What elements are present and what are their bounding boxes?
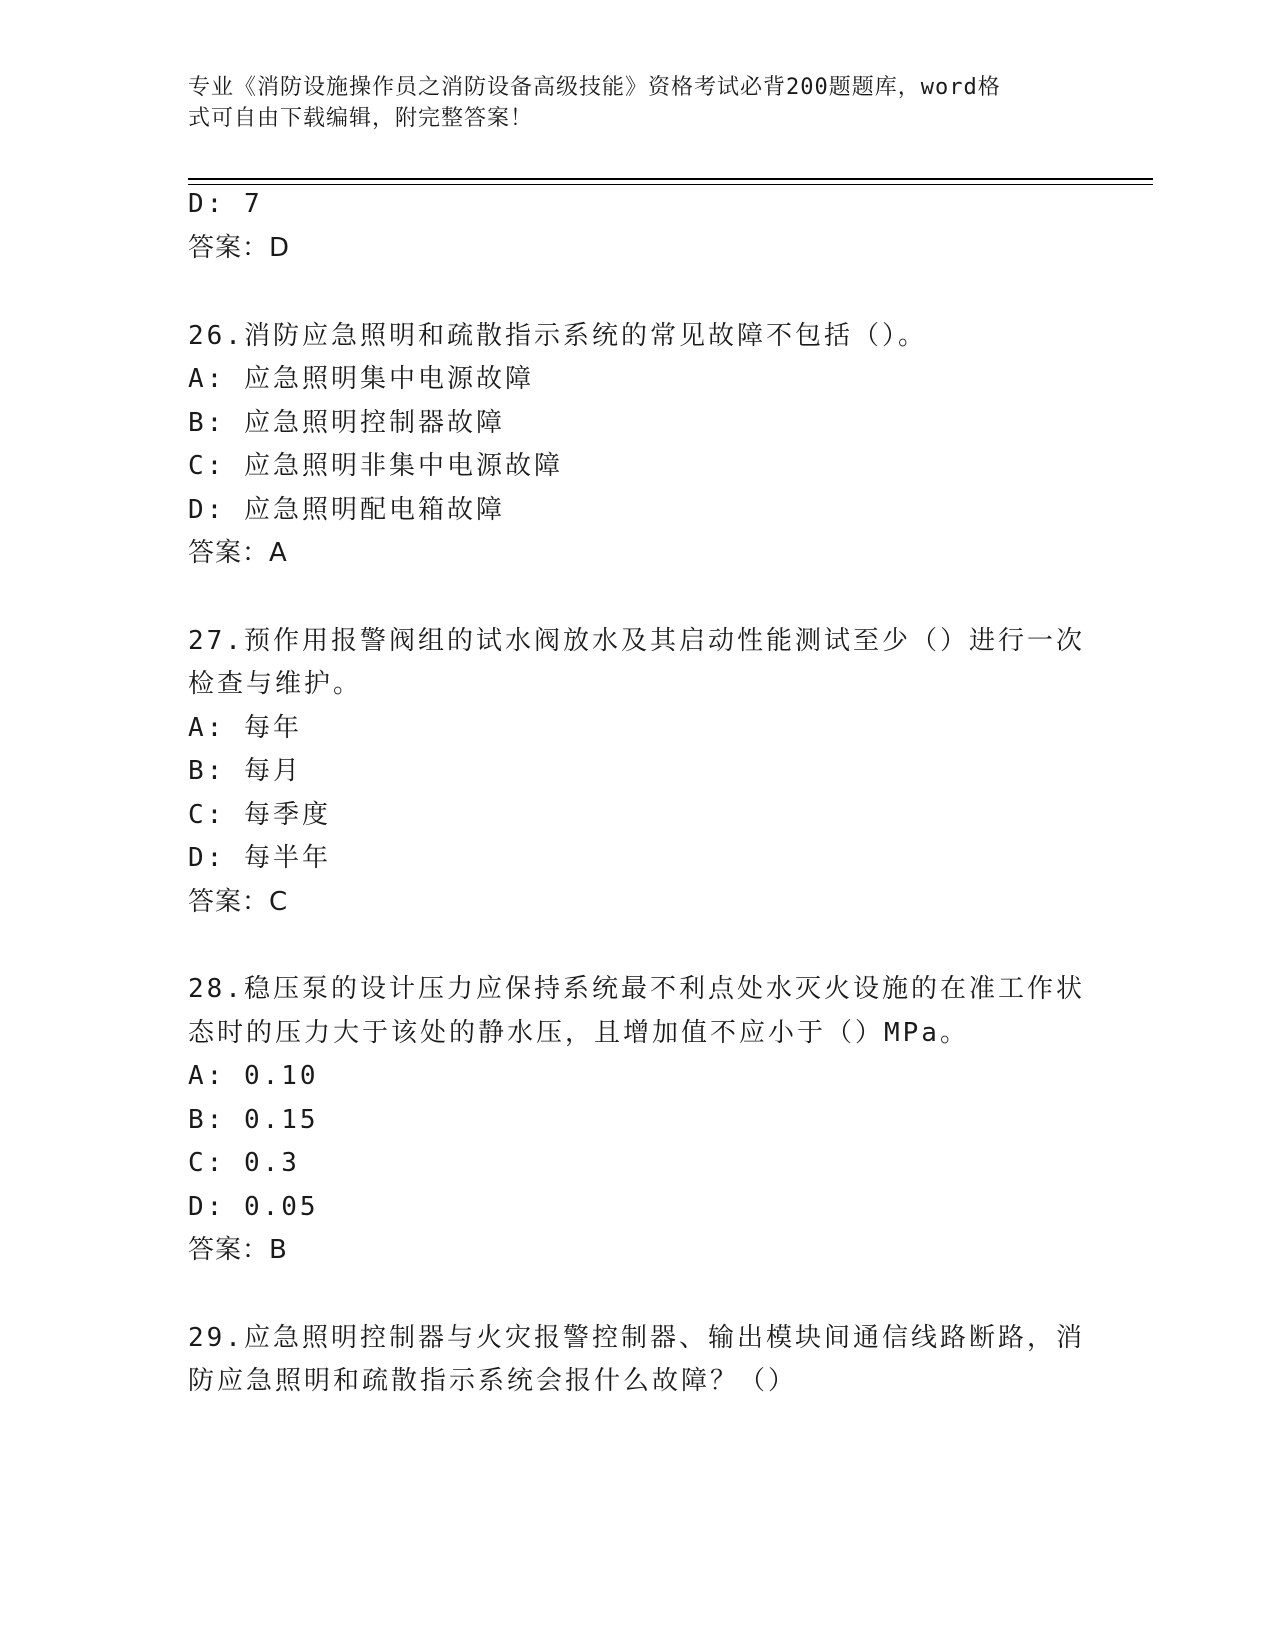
question-stem-continued: 防应急照明和疏散指示系统会报什么故障？（） [188, 1366, 798, 1396]
answer-label: 答案：D [188, 233, 291, 263]
option-d: D: 应急照明配电箱故障 [188, 495, 505, 525]
question-stem: 27.预作用报警阀组的试水阀放水及其启动性能测试至少（）进行一次 [188, 626, 1085, 656]
document-header [188, 72, 1068, 134]
answer-label: 答案：C [188, 887, 289, 917]
answer-label: 答案：B [188, 1235, 288, 1265]
header-line-2: 式可自由下载编辑，附完整答案！ [188, 106, 534, 131]
answer-label: 答案：A [188, 538, 288, 568]
question-stem-continued: 检查与维护。 [188, 669, 363, 699]
option-c: C: 0.3 [188, 1148, 300, 1178]
header-line-1: 专业《消防设施操作员之消防设备高级技能》资格考试必背200题题库，word格 [188, 75, 1001, 100]
option-b: B: 每月 [188, 756, 302, 786]
option-c: C: 每季度 [188, 800, 331, 830]
header-divider-thick [188, 178, 1153, 180]
option-a: A: 应急照明集中电源故障 [188, 364, 534, 394]
question-stem: 29.应急照明控制器与火灾报警控制器、输出模块间通信线路断路，消 [188, 1323, 1085, 1353]
option-b: B: 应急照明控制器故障 [188, 408, 505, 438]
option-d: D: 每半年 [188, 843, 331, 873]
question-stem: 28.稳压泵的设计压力应保持系统最不利点处水灭火设施的在准工作状 [188, 974, 1085, 1004]
question-stem: 26.消防应急照明和疏散指示系统的常见故障不包括（）。 [188, 321, 927, 351]
question-stem-continued: 态时的压力大于该处的静水压，且增加值不应小于（）MPa。 [188, 1018, 969, 1048]
option-a: A: 0.10 [188, 1061, 319, 1091]
header-divider-thin [188, 184, 1153, 185]
option-b: B: 0.15 [188, 1105, 319, 1135]
option-a: A: 每年 [188, 713, 302, 743]
option-d: D: 7 [188, 189, 263, 219]
option-c: C: 应急照明非集中电源故障 [188, 451, 563, 481]
option-d: D: 0.05 [188, 1192, 319, 1222]
